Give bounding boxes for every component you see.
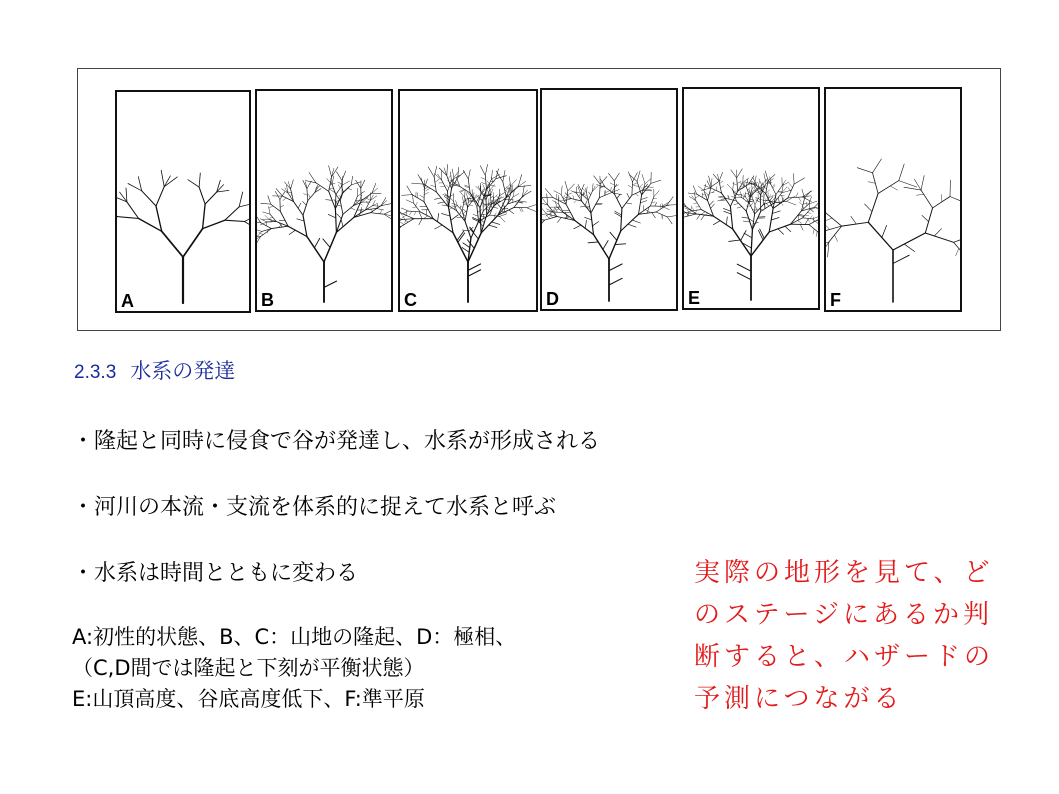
note-line: 予測につながる — [694, 684, 904, 714]
bullet-item: ・水系は時間とともに変わる — [72, 561, 359, 586]
stage-line: （C,D間では隆起と下刻が平衡状態） — [72, 656, 425, 680]
drainage-tree-a — [117, 92, 249, 311]
section-heading — [74, 355, 235, 385]
note-line: 実際の地形を見て、ど — [694, 558, 994, 588]
panel-b — [255, 89, 393, 312]
drainage-tree-b — [257, 91, 391, 310]
drainage-tree-e — [684, 89, 818, 308]
panel-c — [398, 89, 538, 312]
note-line: 断すると、ハザードの — [694, 642, 995, 672]
panel-letter: C — [404, 290, 417, 310]
panel-d — [540, 88, 678, 311]
section-number: 2.3.3 — [74, 362, 117, 383]
panel-letter: E — [688, 288, 701, 308]
drainage-tree-f — [826, 89, 960, 310]
panel-letter: F — [830, 290, 841, 310]
hazard-note — [694, 552, 1024, 720]
stage-line: E:山頂高度、谷底高度低下、F:準平原 — [72, 687, 425, 711]
drainage-tree-d — [542, 90, 676, 309]
stage-line: A:初性的状態、B、C：山地の隆起、D：極相、 — [72, 625, 517, 649]
bullet-item: ・隆起と同時に侵食で谷が発達し、水系が形成される — [72, 429, 601, 454]
drainage-figure — [77, 68, 1001, 331]
section-title: 水系の発達 — [130, 359, 236, 383]
panel-letter: A — [121, 291, 134, 311]
note-line: のステージにあるか判 — [694, 600, 993, 630]
panel-letter: B — [261, 290, 274, 310]
panel-f — [824, 87, 962, 312]
bullet-item: ・河川の本流・支流を体系的に捉えて水系と呼ぶ — [72, 495, 557, 520]
stage-description — [72, 622, 516, 715]
panel-e — [682, 87, 820, 310]
panel-letter: D — [546, 289, 559, 309]
panel-a — [115, 90, 251, 313]
drainage-tree-c — [400, 91, 536, 310]
